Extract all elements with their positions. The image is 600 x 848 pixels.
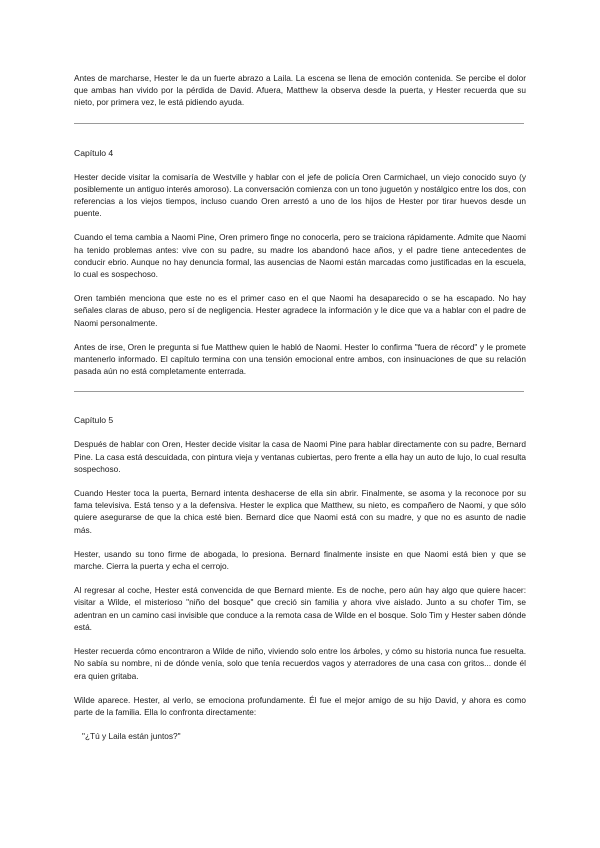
chapter-5-paragraph: Cuando Hester toca la puerta, Bernard intenta deshacerse de ella sin abrir. Finalmente, se asoma y la reconoce por su fama televisiva. Está tenso y a la defensiva. Hester le explica que Matthew, su nieto, es compañero de Naomi, y que sólo quiere asegurarse de que la chica esté bien. Bernard dice que Naomi está con su madre, y que no es asunto de nadie más. [74, 488, 526, 535]
chapter-5-paragraph: Hester recuerda cómo encontraron a Wilde de niño, viviendo solo entre los árboles, y cómo su historia nunca fue resuelta. No sabía su nombre, ni de dónde venía, solo que tenía recuerdos vagos y aterradores de una casa con gritos... donde él era quien gritaba. [74, 646, 526, 681]
chapter-5-title: Capítulo 5 [74, 415, 114, 426]
chapter-5-paragraph: Hester, usando su tono firme de abogada, lo presiona. Bernard finalmente insiste en que Naomi está bien y que se marche. Cierra la puerta y echa el cerrojo. [74, 548, 526, 572]
chapter-5-paragraph: Después de hablar con Oren, Hester decide visitar la casa de Naomi Pine para hablar directamente con su padre, Bernard Pine. La casa está descuidada, con pintura vieja y ventanas cubiertas, pero frente a ella hay un auto de lujo, lo cual resulta sospechoso. [74, 439, 526, 474]
chapter-5-paragraph: Al regresar al coche, Hester está convencida de que Bernard miente. Es de noche, pero aún hay algo que quiere hacer: visitar a Wilde, el misterioso "niño del bosque" que creció sin familia y ahora vive aislado. Junto a su chofer Tim, se adentran en un camino casi invisible que conduce a la remota casa de Wilde en el bosque. Solo Tim y Hester saben dónde está. [74, 585, 526, 632]
dialogue-quote: "¿Tú y Laila están juntos?" [82, 731, 181, 742]
chapter-4-paragraph: Antes de irse, Oren le pregunta si fue Matthew quien le habló de Naomi. Hester lo confirma "fuera de récord" y le promete mantenerlo informado. El capítulo termina con una tensión emocional entre ambos, con insinuaciones de que su relación pasada aún no está completamente enterrada. [74, 341, 526, 377]
intro-paragraph: Antes de marcharse, Hester le da un fuerte abrazo a Laila. La escena se llena de emoción contenida. Se percibe el dolor que ambas han vivido por la pérdida de David. Afuera, Matthew la observa desde la puerta, y Hester recuerda que su nieto, por primera vez, le está pidiendo ayuda. [74, 73, 526, 108]
chapter-4-paragraph: Oren también menciona que este no es el primer caso en el que Naomi ha desaparecido o se ha escapado. No hay señales claras de abuso, pero sí de negligencia. Hester agradece la información y le dice que va a hablar con el padre de Naomi personalmente. [74, 293, 526, 328]
chapter-5-paragraph: Wilde aparece. Hester, al verlo, se emociona profundamente. Él fue el mejor amigo de su hijo David, y ahora es como parte de la familia. Ella lo confronta directamente: [74, 694, 526, 717]
chapter-4-paragraph: Cuando el tema cambia a Naomi Pine, Oren primero finge no conocerla, pero se traiciona rápidamente. Admite que Naomi ha tenido problemas antes: vive con su padre, su madre los abandonó hace años, y el padre tiene antecedentes de conducir ebrio. Aunque no hay denuncia formal, las ausencias de Naomi están marcadas como justificadas en la escuela, lo cual es sospechoso. [74, 232, 526, 280]
chapter-4-title: Capítulo 4 [74, 147, 114, 158]
chapter-4-paragraph: Hester decide visitar la comisaría de Westville y hablar con el jefe de policía Oren Carmichael, un viejo conocido suyo (y posiblemente un antiguo interés amoroso). La conversación comienza con un tono juguetón y nostálgico entre los dos, con referencias a los viejos tiempos, incluso cuando Oren arrestó a uno de los hijos de Hester por tirar huevos desde un puente. [74, 171, 526, 219]
